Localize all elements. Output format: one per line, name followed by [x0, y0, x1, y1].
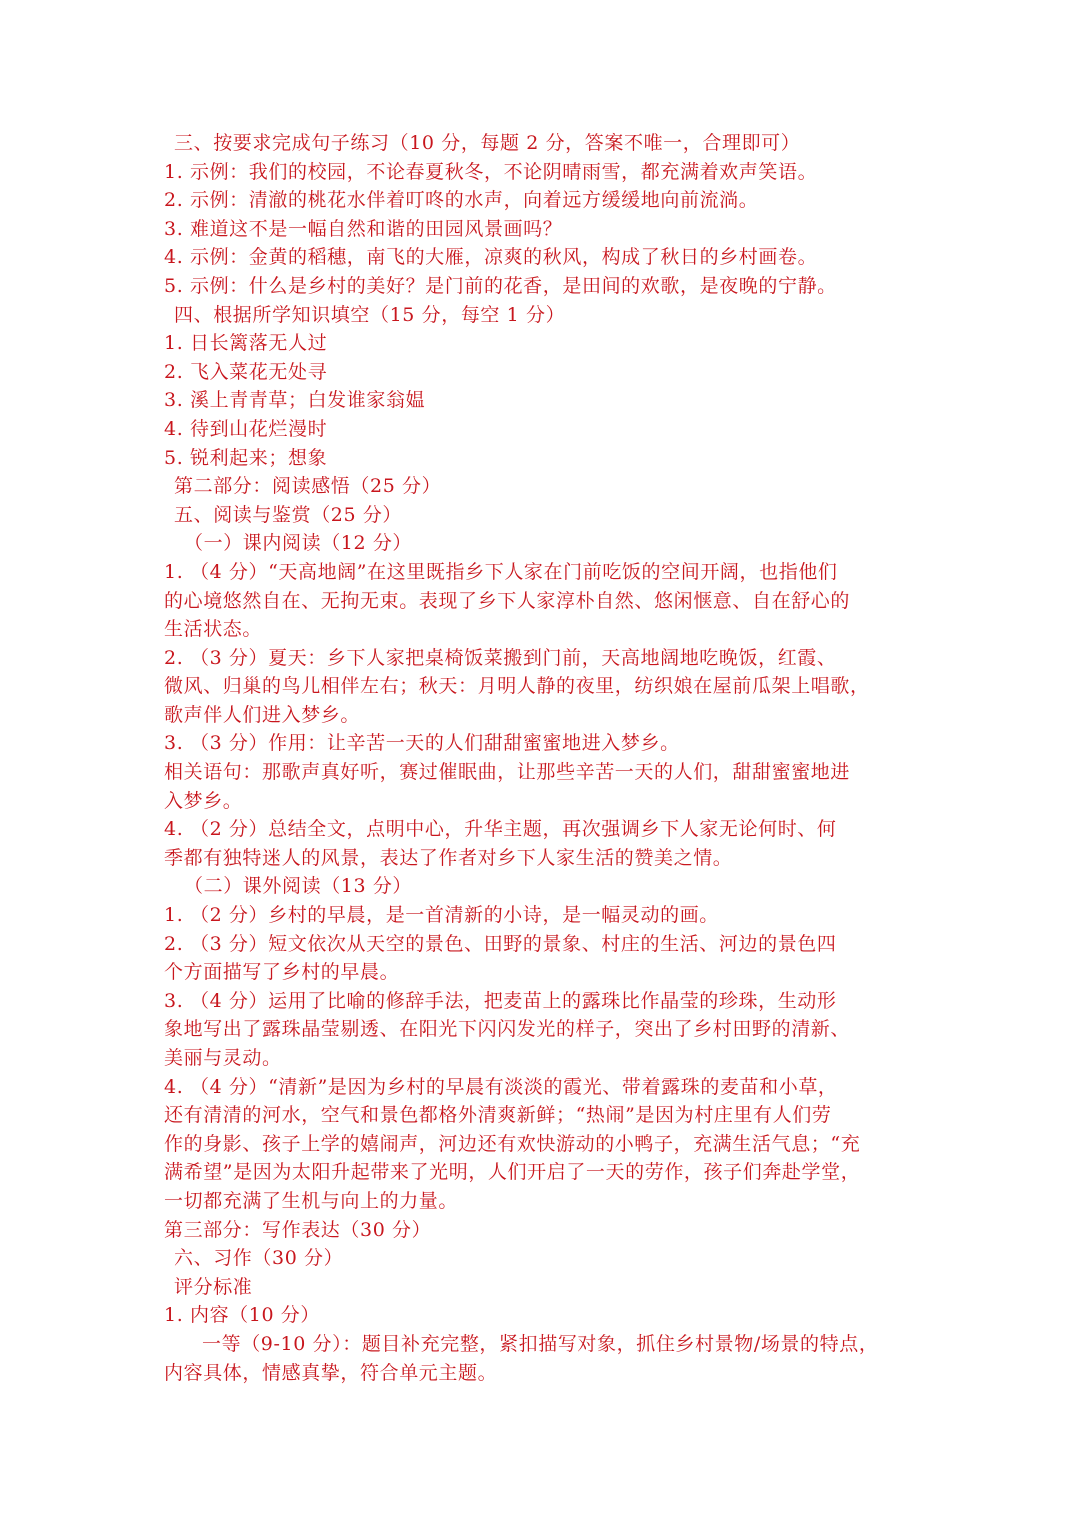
answer-line: 作的身影、孩子上学的嬉闹声，河边还有欢快游动的小鸭子，充满生活气息；“充: [164, 1132, 861, 1155]
answer-line: 3. 难道这不是一幅自然和谐的田园风景画吗？: [164, 217, 563, 240]
answer-line: 一切都充满了生机与向上的力量。: [164, 1189, 459, 1212]
answer-line: 1. 内容（10 分）: [164, 1304, 320, 1327]
section-heading: 五、阅读与鉴赏（25 分）: [174, 503, 403, 526]
answer-line: 还有清清的河水，空气和景色都格外清爽新鲜；“热闹”是因为村庄里有人们劳: [164, 1104, 832, 1127]
answer-line: 3. （4 分）运用了比喻的修辞手法，把麦苗上的露珠比作晶莹的珍珠，生动形: [164, 989, 837, 1012]
answer-line: 2. 飞入菜花无处寻: [164, 360, 328, 383]
answer-line: 4. （4 分）“清新”是因为乡村的早晨有淡淡的霞光、带着露珠的麦苗和小草，: [164, 1075, 838, 1098]
section-heading: 四、根据所学知识填空（15 分，每空 1 分）: [174, 303, 566, 326]
answer-line: 入梦乡。: [164, 789, 243, 812]
answer-line: 3. （3 分）作用：让辛苦一天的人们甜甜蜜蜜地进入梦乡。: [164, 732, 680, 755]
answer-line: 4. 示例：金黄的稻穗，南飞的大雁，凉爽的秋风，构成了秋日的乡村画卷。: [164, 246, 818, 269]
answer-line: 3. 溪上青青草；白发谁家翁媪: [164, 389, 426, 412]
part-heading: 第二部分：阅读感悟（25 分）: [174, 475, 442, 498]
subsection-heading: 评分标准: [174, 1275, 253, 1298]
answer-line: 生活状态。: [164, 618, 263, 641]
answer-line: 满希望”是因为太阳升起带来了光明，人们开启了一天的劳作，孩子们奔赴学堂，: [164, 1161, 861, 1184]
subsection-heading: （一）课内阅读（12 分）: [184, 532, 413, 555]
answer-line: 1. （2 分）乡村的早晨，是一首清新的小诗，是一幅灵动的画。: [164, 904, 719, 927]
answer-line: 一等（9-10 分）：题目补充完整，紧扣描写对象，抓住乡村景物/场景的特点，: [202, 1332, 879, 1355]
section-heading: 三、按要求完成句子练习（10 分，每题 2 分，答案不唯一，合理即可）: [174, 132, 801, 154]
answer-line: 5. 示例：什么是乡村的美好？是门前的花香，是田间的欢歌，是夜晚的宁静。: [164, 274, 837, 297]
answer-line: 个方面描写了乡村的早晨。: [164, 961, 400, 984]
answer-line: 2. （3 分）短文依次从天空的景色、田野的景象、村庄的生活、河边的景色四: [164, 932, 837, 955]
part-heading: 第三部分：写作表达（30 分）: [164, 1218, 432, 1241]
answer-line: 季都有独特迷人的风景，表达了作者对乡下人家生活的赞美之情。: [164, 846, 733, 869]
answer-line: 5. 锐利起来；想象: [164, 446, 328, 469]
answer-line: 象地写出了露珠晶莹剔透、在阳光下闪闪发光的样子，突出了乡村田野的清新、: [164, 1018, 851, 1041]
answer-line: 2. （3 分）夏天：乡下人家把桌椅饭菜搬到门前，天高地阔地吃晚饭，红霞、: [164, 646, 837, 669]
answer-line: 1. （4 分）“天高地阔”在这里既指乡下人家在门前吃饭的空间开阔，也指他们: [164, 560, 838, 583]
answer-line: 4. （2 分）总结全文，点明中心，升华主题，再次强调乡下人家无论何时、何: [164, 818, 837, 841]
subsection-heading: （二）课外阅读（13 分）: [184, 875, 413, 898]
answer-line: 相关语句：那歌声真好听，赛过催眠曲，让那些辛苦一天的人们，甜甜蜜蜜地进: [164, 761, 851, 784]
answer-line: 的心境悠然自在、无拘无束。表现了乡下人家淳朴自然、悠闲惬意、自在舒心的: [164, 589, 851, 612]
answer-line: 1. 示例：我们的校园，不论春夏秋冬，不论阴晴雨雪，都充满着欢声笑语。: [164, 160, 818, 183]
answer-line: 微风、归巢的鸟儿相伴左右；秋天：月明人静的夜里，纺织娘在屋前瓜架上唱歌，: [164, 675, 870, 698]
answer-line: 2. 示例：清澈的桃花水伴着叮咚的水声，向着远方缓缓地向前流淌。: [164, 189, 759, 212]
answer-key-text: [164, 129, 924, 1387]
answer-line: 4. 待到山花烂漫时: [164, 417, 328, 440]
answer-line: 歌声伴人们进入梦乡。: [164, 703, 361, 726]
answer-line: 美丽与灵动。: [164, 1047, 282, 1069]
section-heading: 六、习作（30 分）: [174, 1247, 344, 1270]
answer-line: 1. 日长篱落无人过: [164, 332, 328, 355]
answer-line: 内容具体，情感真挚，符合单元主题。: [164, 1361, 498, 1384]
